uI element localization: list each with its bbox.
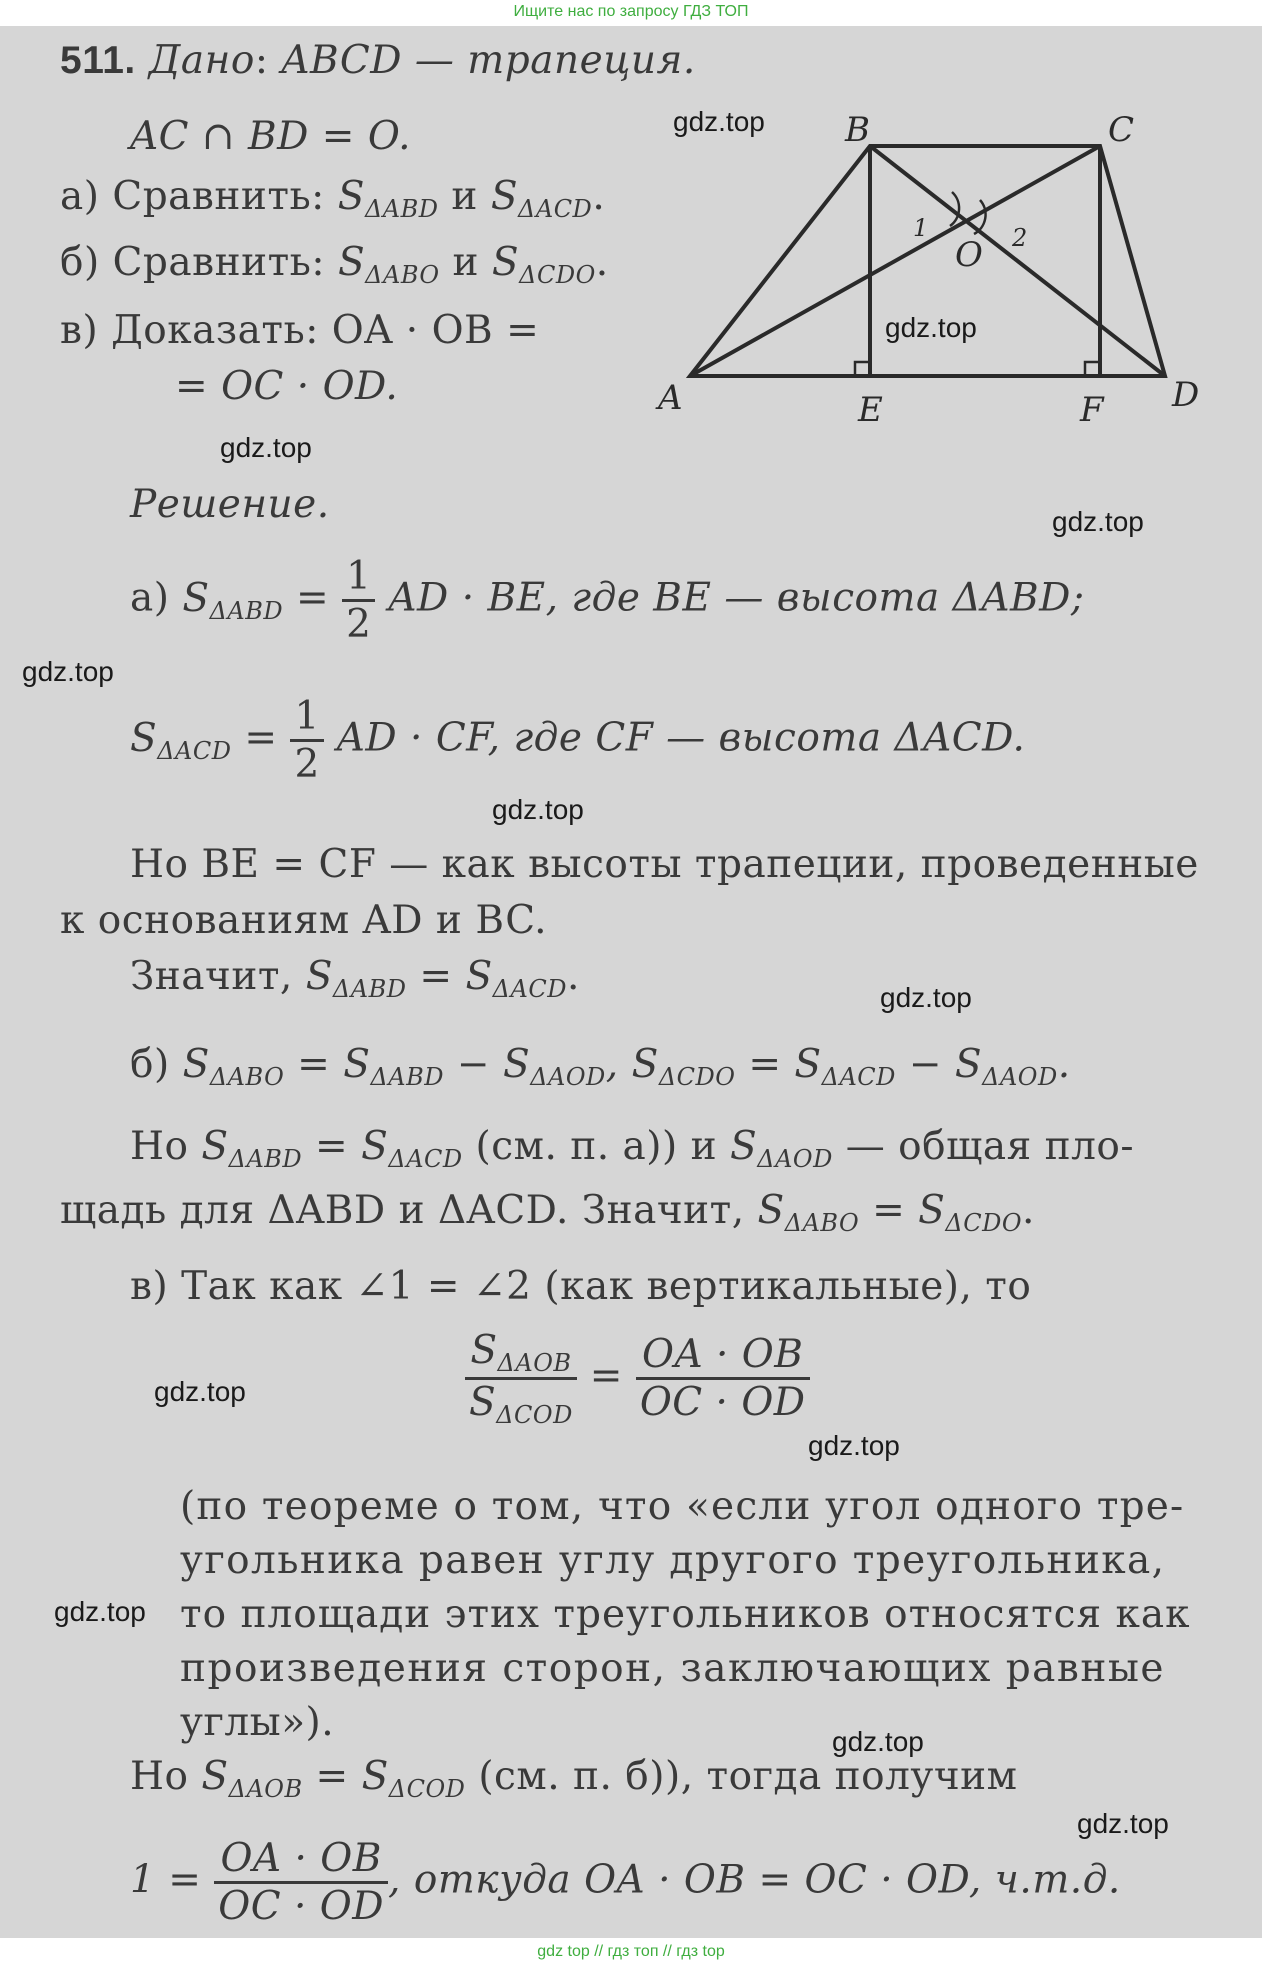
label-e: E: [858, 390, 883, 430]
solution-a-line2: $S_{\Delta ACD}$ = $\frac{1}{2}$ AD · CF, где CF — высота ΔACD.: [130, 694, 1026, 787]
task-c-line2: = OC · OD.: [175, 364, 399, 409]
solution-heading: Решение.: [130, 482, 330, 527]
top-banner[interactable]: Ищите нас по запросу ГДЗ ТОП: [0, 0, 1262, 26]
label-b: B: [845, 110, 870, 150]
theorem-line2: угольника равен углу другого треугольника,: [180, 1538, 1166, 1583]
b-conclusion: щадь для ΔABD и ΔACD. Значит,: [60, 1188, 745, 1233]
b-ref: (см. п. а)) и: [475, 1124, 718, 1169]
task-c-line1: в) Доказать: OA · OB =: [60, 308, 540, 353]
watermark: gdz.top: [54, 1596, 146, 1627]
ratio-num: OA · OB: [636, 1332, 810, 1380]
theorem-line3: то площади этих треугольников относятся как: [180, 1592, 1191, 1637]
solution-a-but: Но BE = CF — как высоты трапеции, проведенные: [130, 842, 1199, 887]
label-f: F: [1080, 390, 1104, 430]
solution-a-line1: а) $S_{\Delta ABD}$ = $\frac{1}{2}$ AD · BE, где BE — высота ΔABD;: [130, 554, 1085, 647]
textbook-page: [0, 26, 1262, 1938]
label-c: C: [1108, 110, 1135, 150]
solution-c-ratio: $\frac{S_{\Delta AOB}}{S_{\Delta COD}}$ = $\frac{OA \cdot OB}{OC \cdot OD}$: [465, 1328, 810, 1429]
given-line: 511. Дано: ABCD — трапеция.: [60, 38, 696, 83]
watermark: gdz.top: [220, 432, 312, 463]
theorem-line1: (по теореме о том, что «если угол одного тре-: [180, 1484, 1185, 1529]
solution-c-intro: в) Так как ∠1 = ∠2 (как вертикальные), то: [130, 1264, 1032, 1309]
ratio-den: OC · OD: [639, 1380, 806, 1425]
trapezoid-figure: [640, 106, 1220, 466]
watermark: gdz.top: [22, 656, 114, 687]
task-b: б) Сравнить: $S_{\Delta ABO}$ и $S_{\Delta CDO}$.: [60, 240, 609, 289]
given-label: Дано: [148, 38, 255, 83]
label-angle-2: 2: [1012, 224, 1028, 252]
half-fraction: $\frac{1}{2}$: [342, 554, 375, 647]
solution-b-but: Но $S_{\Delta ABD} = S_{\Delta ACD}$ (см. п. а)) и $S_{\Delta AOD}$ — общая пло-: [130, 1124, 1135, 1173]
b-common: — общая пло-: [845, 1124, 1135, 1169]
watermark: gdz.top: [880, 982, 972, 1013]
solution-a-but2: к основаниям AD и BC.: [60, 898, 548, 943]
a-where-be: AD · BE, где BE — высота ΔABD;: [388, 575, 1085, 621]
half-fraction: $\frac{1}{2}$: [290, 694, 323, 787]
a-where-cf: AD · CF, где CF — высота ΔACD.: [336, 715, 1026, 761]
watermark: gdz.top: [885, 312, 977, 343]
watermark: gdz.top: [154, 1376, 246, 1407]
given-text: ABCD — трапеция.: [281, 38, 696, 83]
solution-c-final: 1 = $\frac{OA \cdot OB}{OC \cdot OD}$ , откуда OA · OB = OC · OD, ч.т.д.: [130, 1836, 1121, 1929]
bottom-banner[interactable]: gdz top // гдз топ // гдз top: [0, 1938, 1262, 1965]
solution-a-means: Значит, $S_{\Delta ABD} = S_{\Delta ACD}$.: [130, 954, 580, 1003]
label-a: A: [658, 378, 683, 418]
intersection-line: AC ∩ BD = O.: [130, 114, 411, 159]
watermark: gdz.top: [673, 106, 765, 137]
right-angle-e: [855, 362, 870, 376]
watermark: gdz.top: [808, 1430, 900, 1461]
right-angle-f: [1085, 362, 1100, 376]
watermark: gdz.top: [832, 1726, 924, 1757]
task-a-prefix: а) Сравнить:: [60, 174, 325, 219]
c-ref: (см. п. б)), тогда получим: [478, 1754, 1018, 1799]
task-a: а) Сравнить: $S_{\Delta ABD}$ и $S_{\Delta ACD}$.: [60, 174, 606, 223]
label-o: O: [955, 235, 983, 275]
theorem-line4: произведения сторон, заключающих равные: [180, 1646, 1165, 1691]
solution-b-line3: щадь для ΔABD и ΔACD. Значит, $S_{\Delta ABO} = S_{\Delta CDO}$.: [60, 1188, 1035, 1237]
final-tail: , откуда OA · OB = OC · OD, ч.т.д.: [388, 1857, 1121, 1903]
task-b-prefix: б) Сравнить:: [60, 240, 326, 285]
watermark: gdz.top: [1052, 506, 1144, 537]
and-word: и: [451, 174, 478, 219]
watermark: gdz.top: [1077, 1808, 1169, 1839]
means-word: Значит,: [130, 954, 293, 999]
and-word: и: [452, 240, 479, 285]
final-one: 1 =: [130, 1857, 202, 1903]
theorem-line5: углы»).: [180, 1700, 335, 1745]
watermark: gdz.top: [492, 794, 584, 825]
solution-c-but: Но $S_{\Delta AOB} = S_{\Delta COD}$ (см. п. б)), тогда получим: [130, 1754, 1018, 1803]
label-d: D: [1172, 375, 1200, 415]
label-angle-1: 1: [913, 214, 929, 242]
problem-number: 511.: [60, 39, 136, 82]
solution-b-formula: б) $S_{\Delta ABO} = S_{\Delta ABD} - S_{\Delta AOD}$, $S_{\Delta CDO} = S_{\Delta ACD} - S_{\Delta AOD}$.: [130, 1042, 1071, 1091]
